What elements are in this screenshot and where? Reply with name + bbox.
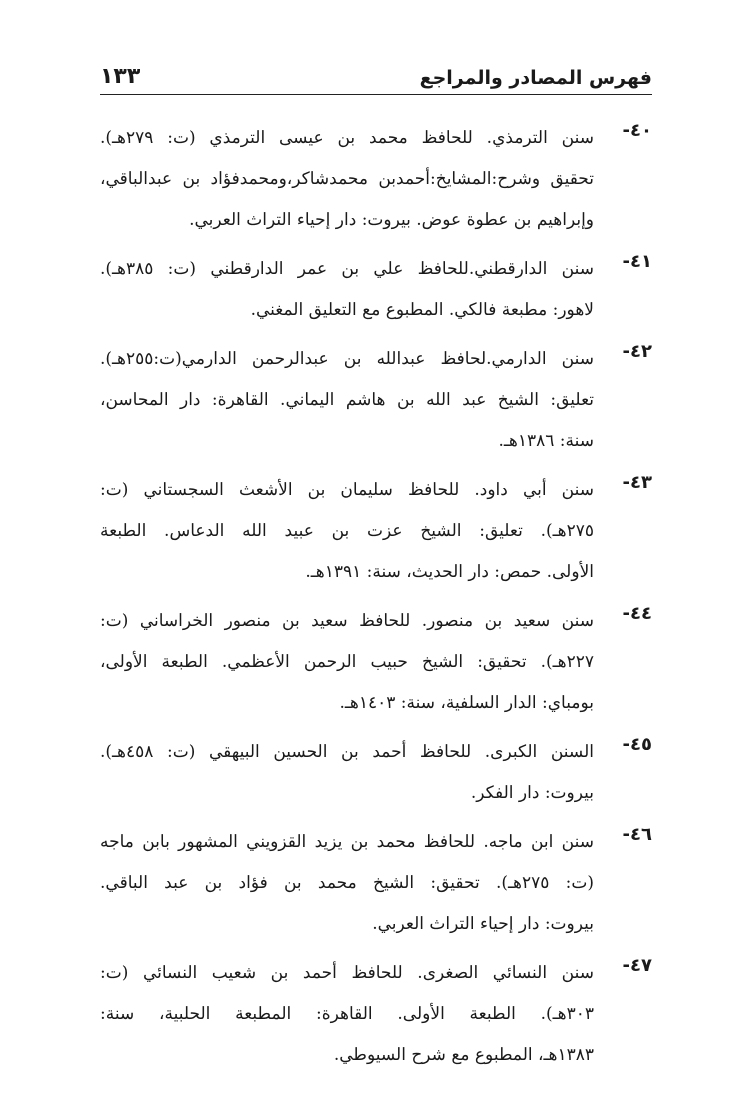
entry-number: ٤٣- (622, 472, 652, 493)
entry-number: ٤٦- (622, 824, 652, 845)
entry-text-line: ٢٧٥هـ). تعليق: الشيخ عزت بن عبيد الله الدعاس. الطبعة (100, 521, 594, 541)
entry-text-line: سنن أبي داود. للحافظ سليمان بن الأشعث السجستاني (ت: (100, 480, 594, 500)
page-number: ١٣٣ (100, 64, 141, 89)
bibliography-list (100, 118, 652, 1084)
entry-text-line: سنن سعيد بن منصور. للحافظ سعيد بن منصور الخراساني (ت: (100, 611, 594, 631)
entry-text-line: وإبراهيم بن عطوة عوض. بيروت: دار إحياء التراث العربي. (189, 210, 594, 230)
entry-text-line: ٣٠٣هـ). الطبعة الأولى. القاهرة: المطبعة الحلبية، سنة: (100, 1004, 594, 1024)
entry-number: ٤٢- (622, 341, 652, 362)
bibliography-entry (100, 339, 652, 462)
bibliography-entry (100, 822, 652, 945)
entry-text-line: بيروت: دار إحياء التراث العربي. (372, 914, 594, 934)
entry-text-line: سنن النسائي الصغرى. للحافظ أحمد بن شعيب النسائي (ت: (100, 963, 594, 983)
entry-text-line: سنن الدارمي.لحافظ عبدالله بن عبدالرحمن الدارمي(ت:٢٥٥هـ). (100, 349, 594, 369)
bibliography-entry (100, 118, 652, 241)
entry-text-line: تحقيق وشرح:المشايخ:أحمدبن محمدشاكر،ومحمدفؤاد بن عبدالباقي، (100, 169, 594, 189)
entry-number: ٤٠- (622, 120, 652, 141)
page-header (100, 56, 652, 88)
entry-text-line: سنن الترمذي. للحافظ محمد بن عيسى الترمذي (ت: ٢٧٩هـ). (100, 128, 594, 148)
entry-text-line: سنن الدارقطني.للحافظ علي بن عمر الدارقطني (ت: ٣٨٥هـ). (100, 259, 594, 279)
entry-text-line: بيروت: دار الفكر. (470, 783, 594, 803)
entry-number: ٤١- (622, 251, 652, 272)
entry-number: ٤٧- (622, 955, 652, 976)
bibliography-entry (100, 953, 652, 1076)
entry-text-line: تعليق: الشيخ عبد الله بن هاشم اليماني. القاهرة: دار المحاسن، (100, 390, 594, 410)
bibliography-entry (100, 470, 652, 593)
bibliography-entry (100, 249, 652, 331)
running-title: فهرس المصادر والمراجع (419, 67, 652, 89)
entry-text-line: السنن الكبرى. للحافظ أحمد بن الحسين البيهقي (ت: ٤٥٨هـ). (100, 742, 594, 762)
entry-text-line: سنة: ١٣٨٦هـ. (498, 431, 594, 451)
entry-text-line: ٢٢٧هـ). تحقيق: الشيخ حبيب الرحمن الأعظمي. الطبعة الأولى، (100, 652, 594, 672)
header-rule (100, 94, 652, 95)
entry-text-line: سنن ابن ماجه. للحافظ محمد بن يزيد القزويني المشهور بابن ماجه (100, 832, 594, 852)
bibliography-entry (100, 601, 652, 724)
entry-text-line: بومباي: الدار السلفية، سنة: ١٤٠٣هـ. (339, 693, 594, 713)
entry-number: ٤٥- (622, 734, 652, 755)
entry-number: ٤٤- (622, 603, 652, 624)
entry-text-line: (ت: ٢٧٥هـ). تحقيق: الشيخ محمد بن فؤاد بن عبد الباقي. (100, 873, 594, 893)
entry-text-line: الأولى. حمص: دار الحديث، سنة: ١٣٩١هـ. (305, 562, 594, 582)
entry-text-line: ١٣٨٣هـ، المطبوع مع شرح السيوطي. (333, 1045, 594, 1065)
bibliography-entry (100, 732, 652, 814)
entry-text-line: لاهور: مطبعة فالكي. المطبوع مع التعليق المغني. (250, 300, 594, 320)
